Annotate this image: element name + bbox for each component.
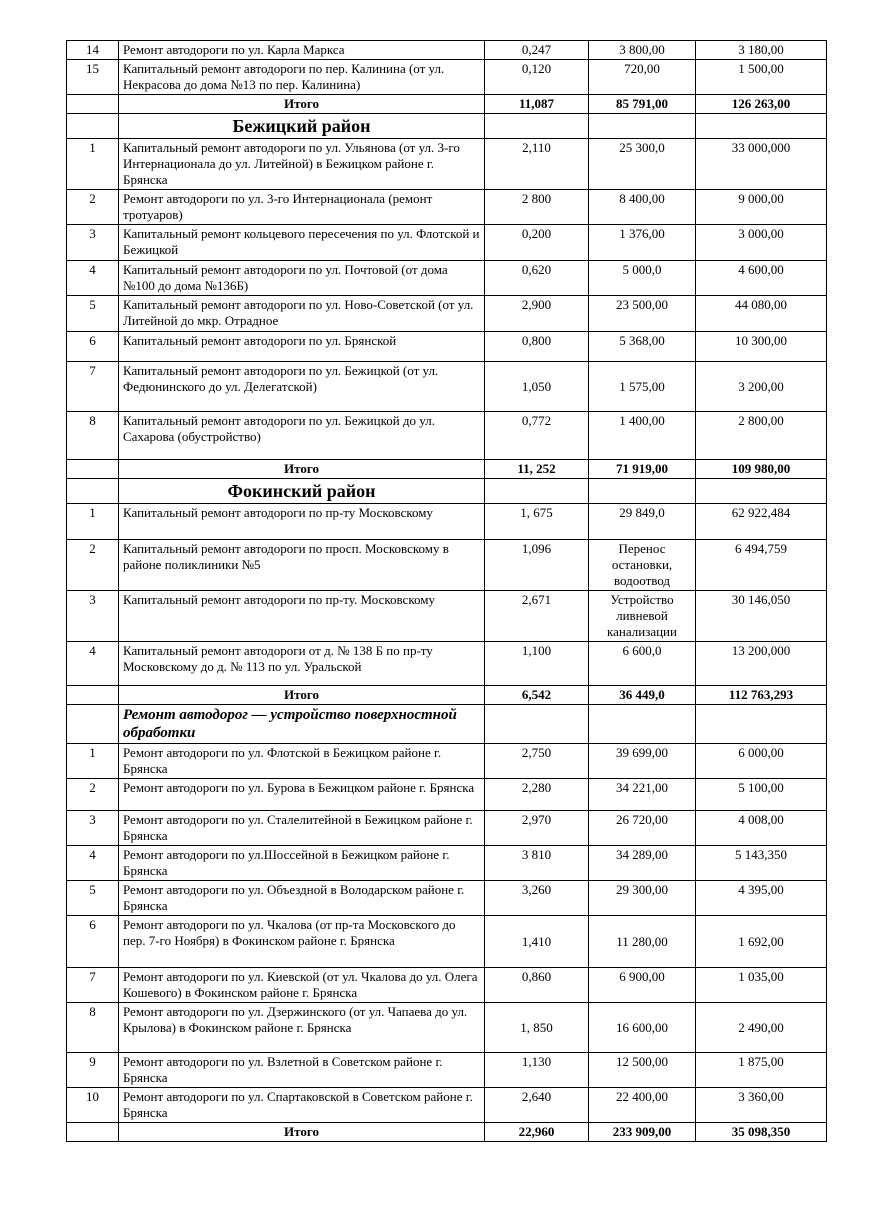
empty-cell (67, 114, 119, 139)
total-cost: 36 449,0 (589, 686, 696, 705)
work-description: Ремонт автодороги по ул. Взлетной в Советском районе г. Брянска (119, 1053, 485, 1088)
total-row (67, 1123, 827, 1142)
table-row (67, 332, 827, 362)
row-number: 2 (67, 190, 119, 225)
length-km: 0,800 (485, 332, 589, 362)
plan-value: 4 008,00 (696, 811, 827, 846)
district-heading-row (67, 479, 827, 504)
row-number: 6 (67, 916, 119, 968)
cost-value: 8 400,00 (589, 190, 696, 225)
plan-value: 33 000,000 (696, 139, 827, 190)
work-description: Капитальный ремонт автодороги по пр-ту Московскому (119, 504, 485, 540)
total-plan: 35 098,350 (696, 1123, 827, 1142)
work-description: Капитальный ремонт автодороги по ул. Бежицкой до ул. Сахарова (обустройство) (119, 412, 485, 460)
cost-value: 26 720,00 (589, 811, 696, 846)
total-cost: 85 791,00 (589, 95, 696, 114)
table-row (67, 591, 827, 642)
table-row (67, 968, 827, 1003)
plan-value: 9 000,00 (696, 190, 827, 225)
cost-value: 16 600,00 (589, 1003, 696, 1053)
total-row (67, 460, 827, 479)
cost-value: 11 280,00 (589, 916, 696, 968)
row-number: 3 (67, 591, 119, 642)
table-row (67, 811, 827, 846)
plan-value: 2 490,00 (696, 1003, 827, 1053)
length-km: 1, 850 (485, 1003, 589, 1053)
table-row (67, 261, 827, 296)
cost-value: 39 699,00 (589, 744, 696, 779)
row-number: 9 (67, 1053, 119, 1088)
length-km: 2 800 (485, 190, 589, 225)
length-km: 0,120 (485, 60, 589, 95)
cost-value: 720,00 (589, 60, 696, 95)
work-description: Капитальный ремонт автодороги по ул. Ново-Советской (от ул. Литейной до мкр. Отрадное (119, 296, 485, 332)
length-km: 2,970 (485, 811, 589, 846)
row-number: 3 (67, 811, 119, 846)
row-number: 7 (67, 362, 119, 412)
empty-cell (696, 705, 827, 744)
total-label: Итого (119, 95, 485, 114)
table-row (67, 362, 827, 412)
row-number: 6 (67, 332, 119, 362)
work-description: Ремонт автодороги по ул.Шоссейной в Бежицком районе г. Брянска (119, 846, 485, 881)
empty-cell (485, 114, 589, 139)
work-description: Капитальный ремонт автодороги от д. № 138 Б по пр-ту Московскому до д. № 113 по ул. Уральской (119, 642, 485, 686)
cost-value: 29 849,0 (589, 504, 696, 540)
length-km: 3 810 (485, 846, 589, 881)
plan-value: 6 000,00 (696, 744, 827, 779)
total-plan: 109 980,00 (696, 460, 827, 479)
row-number: 8 (67, 1003, 119, 1053)
cost-value: Перенос остановки, водоотвод (589, 540, 696, 591)
empty-cell (589, 114, 696, 139)
cost-value: Устройство ливневой канализации (589, 591, 696, 642)
table-row (67, 1003, 827, 1053)
table-row (67, 779, 827, 811)
cost-value: 23 500,00 (589, 296, 696, 332)
work-description: Капитальный ремонт кольцевого пересечения по ул. Флотской и Бежицкой (119, 225, 485, 261)
row-number: 14 (67, 41, 119, 60)
plan-value: 3 180,00 (696, 41, 827, 60)
cost-value: 29 300,00 (589, 881, 696, 916)
table-row (67, 881, 827, 916)
total-length: 11, 252 (485, 460, 589, 479)
table-row (67, 1053, 827, 1088)
cost-value: 3 800,00 (589, 41, 696, 60)
empty-cell (589, 705, 696, 744)
plan-value: 3 000,00 (696, 225, 827, 261)
work-description: Капитальный ремонт автодороги по пр-ту. Московскому (119, 591, 485, 642)
work-description: Капитальный ремонт автодороги по просп. Московскому в районе поликлиники №5 (119, 540, 485, 591)
row-number: 5 (67, 881, 119, 916)
table-row (67, 139, 827, 190)
row-number: 5 (67, 296, 119, 332)
total-plan: 126 263,00 (696, 95, 827, 114)
work-description: Ремонт автодороги по ул. Киевской (от ул. Чкалова до ул. Олега Кошевого) в Фокинском районе г. Брянска (119, 968, 485, 1003)
row-number: 1 (67, 139, 119, 190)
empty-cell (67, 479, 119, 504)
total-cost: 71 919,00 (589, 460, 696, 479)
work-description: Капитальный ремонт автодороги по ул. Почтовой (от дома №100 до дома №136Б) (119, 261, 485, 296)
row-number: 2 (67, 540, 119, 591)
length-km: 1, 675 (485, 504, 589, 540)
length-km: 2,900 (485, 296, 589, 332)
row-number: 4 (67, 642, 119, 686)
row-number: 7 (67, 968, 119, 1003)
cost-value: 1 400,00 (589, 412, 696, 460)
length-km: 2,110 (485, 139, 589, 190)
plan-value: 1 692,00 (696, 916, 827, 968)
total-label: Итого (119, 686, 485, 705)
plan-value: 3 360,00 (696, 1088, 827, 1123)
plan-value: 4 600,00 (696, 261, 827, 296)
table-row (67, 846, 827, 881)
plan-value: 1 500,00 (696, 60, 827, 95)
district-heading: Фокинский район (119, 479, 485, 504)
cost-value: 1 376,00 (589, 225, 696, 261)
length-km: 2,640 (485, 1088, 589, 1123)
length-km: 0,860 (485, 968, 589, 1003)
empty-cell (696, 114, 827, 139)
work-description: Капитальный ремонт автодороги по пер. Калинина (от ул. Некрасова до дома №13 по пер. Калинина) (119, 60, 485, 95)
length-km: 1,050 (485, 362, 589, 412)
cost-value: 22 400,00 (589, 1088, 696, 1123)
cost-value: 1 575,00 (589, 362, 696, 412)
cost-value: 6 900,00 (589, 968, 696, 1003)
work-description: Капитальный ремонт автодороги по ул. Ульянова (от ул. 3-го Интернационала до ул. Литейной) в Бежицком районе г. Брянска (119, 139, 485, 190)
row-number: 10 (67, 1088, 119, 1123)
table-row (67, 60, 827, 95)
plan-value: 30 146,050 (696, 591, 827, 642)
table-row (67, 916, 827, 968)
table-row (67, 540, 827, 591)
row-number: 4 (67, 846, 119, 881)
total-length: 22,960 (485, 1123, 589, 1142)
cost-value: 5 000,0 (589, 261, 696, 296)
cost-value: 6 600,0 (589, 642, 696, 686)
plan-value: 5 143,350 (696, 846, 827, 881)
total-length: 6,542 (485, 686, 589, 705)
district-heading: Бежицкий район (119, 114, 485, 139)
district-heading-row (67, 705, 827, 744)
total-label: Итого (119, 1123, 485, 1142)
table-row (67, 642, 827, 686)
total-label: Итого (119, 460, 485, 479)
empty-cell (589, 479, 696, 504)
row-number: 2 (67, 779, 119, 811)
work-description: Капитальный ремонт автодороги по ул. Брянской (119, 332, 485, 362)
empty-cell (485, 479, 589, 504)
length-km: 1,130 (485, 1053, 589, 1088)
length-km: 3,260 (485, 881, 589, 916)
plan-value: 44 080,00 (696, 296, 827, 332)
row-number: 15 (67, 60, 119, 95)
plan-value: 3 200,00 (696, 362, 827, 412)
total-cost: 233 909,00 (589, 1123, 696, 1142)
plan-value: 1 875,00 (696, 1053, 827, 1088)
plan-value: 4 395,00 (696, 881, 827, 916)
row-number: 3 (67, 225, 119, 261)
work-description: Ремонт автодороги по ул. 3-го Интернационала (ремонт тротуаров) (119, 190, 485, 225)
work-description: Ремонт автодороги по ул. Флотской в Бежицком районе г. Брянска (119, 744, 485, 779)
length-km: 1,100 (485, 642, 589, 686)
road-repair-table (66, 40, 827, 1142)
row-number: 1 (67, 744, 119, 779)
row-number: 4 (67, 261, 119, 296)
empty-cell (67, 95, 119, 114)
table-row (67, 504, 827, 540)
length-km: 2,671 (485, 591, 589, 642)
length-km: 0,772 (485, 412, 589, 460)
row-number: 1 (67, 504, 119, 540)
table-row (67, 744, 827, 779)
row-number: 8 (67, 412, 119, 460)
table-row (67, 190, 827, 225)
total-row (67, 686, 827, 705)
cost-value: 34 289,00 (589, 846, 696, 881)
length-km: 0,620 (485, 261, 589, 296)
table-row (67, 296, 827, 332)
work-description: Ремонт автодороги по ул. Дзержинского (от ул. Чапаева до ул. Крылова) в Фокинском районе г. Брянска (119, 1003, 485, 1053)
work-description: Ремонт автодороги по ул. Чкалова (от пр-та Московского до пер. 7-го Ноября) в Фокинском районе г. Брянска (119, 916, 485, 968)
plan-value: 5 100,00 (696, 779, 827, 811)
length-km: 1,410 (485, 916, 589, 968)
district-heading: Ремонт автодорог — устройство поверхностной обработки (119, 705, 485, 744)
total-plan: 112 763,293 (696, 686, 827, 705)
work-description: Ремонт автодороги по ул. Сталелитейной в Бежицком районе г. Брянска (119, 811, 485, 846)
cost-value: 12 500,00 (589, 1053, 696, 1088)
length-km: 1,096 (485, 540, 589, 591)
empty-cell (67, 705, 119, 744)
length-km: 0,200 (485, 225, 589, 261)
empty-cell (485, 705, 589, 744)
empty-cell (67, 686, 119, 705)
plan-value: 62 922,484 (696, 504, 827, 540)
table-row (67, 412, 827, 460)
empty-cell (67, 460, 119, 479)
plan-value: 1 035,00 (696, 968, 827, 1003)
cost-value: 34 221,00 (589, 779, 696, 811)
plan-value: 2 800,00 (696, 412, 827, 460)
length-km: 2,750 (485, 744, 589, 779)
cost-value: 25 300,0 (589, 139, 696, 190)
cost-value: 5 368,00 (589, 332, 696, 362)
plan-value: 10 300,00 (696, 332, 827, 362)
table-row (67, 225, 827, 261)
plan-value: 13 200,000 (696, 642, 827, 686)
empty-cell (696, 479, 827, 504)
total-row (67, 95, 827, 114)
work-description: Ремонт автодороги по ул. Объездной в Володарском районе г. Брянска (119, 881, 485, 916)
length-km: 2,280 (485, 779, 589, 811)
plan-value: 6 494,759 (696, 540, 827, 591)
table-body (67, 41, 827, 1142)
district-heading-row (67, 114, 827, 139)
table-row (67, 1088, 827, 1123)
work-description: Ремонт автодороги по ул. Карла Маркса (119, 41, 485, 60)
length-km: 0,247 (485, 41, 589, 60)
work-description: Капитальный ремонт автодороги по ул. Бежицкой (от ул. Федюнинского до ул. Делегатской) (119, 362, 485, 412)
empty-cell (67, 1123, 119, 1142)
table-row (67, 41, 827, 60)
work-description: Ремонт автодороги по ул. Спартаковской в Советском районе г. Брянска (119, 1088, 485, 1123)
total-length: 11,087 (485, 95, 589, 114)
work-description: Ремонт автодороги по ул. Бурова в Бежицком районе г. Брянска (119, 779, 485, 811)
